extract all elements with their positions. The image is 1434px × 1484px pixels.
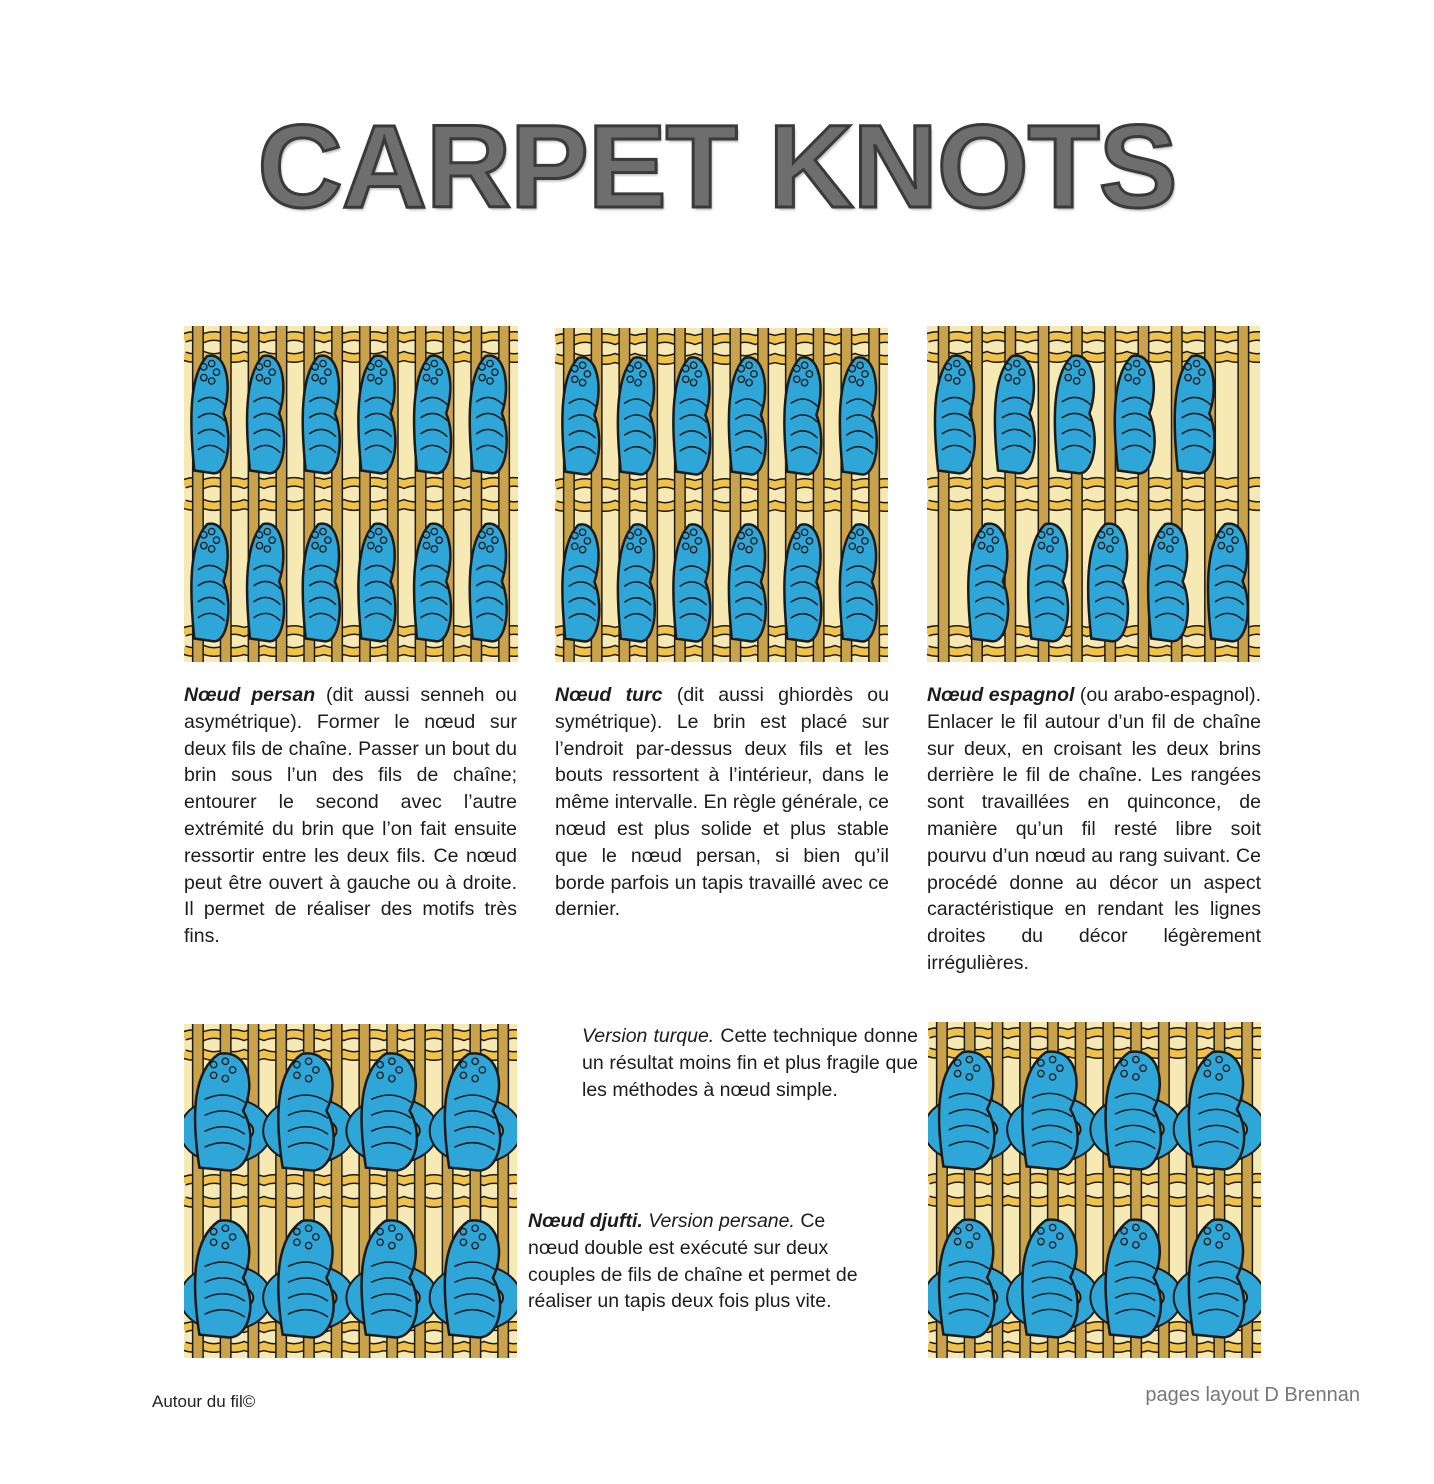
persian-knot-diagram (184, 326, 518, 662)
knot-icon (673, 524, 710, 641)
knot-icon (618, 357, 655, 474)
knot-icon (1088, 524, 1128, 642)
knot-diagram-svg (928, 1022, 1261, 1358)
knot-icon (358, 524, 395, 642)
knot-icon (303, 524, 340, 642)
knot-icon (191, 524, 228, 642)
knot-icon (618, 524, 655, 641)
knot-icon (303, 356, 340, 474)
persian-knot-text: (dit aussi senneh ou asymétrique). Former le nœud sur deux fils de chaîne. Passer un bout du brin sous l’un des fils de chaîne; entourer le second avec l’autre extrémité du brin que l’on fait ensuite ressortir entre les deux fils. Ce nœud peut être ouvert à gauche ou à droite. Il permet de réaliser des motifs très fins. (184, 684, 517, 948)
knot-diagram-svg (184, 326, 518, 662)
knot-icon (1055, 356, 1095, 474)
persian-knot-heading: Nœud persan (184, 684, 316, 706)
jufti-turkish-text: Cette technique donne un résultat moins fin et plus fragile que les méthodes à nœud simple. (582, 1025, 918, 1101)
jufti-turkish-italic: Version turque. (582, 1025, 715, 1047)
knot-icon (935, 356, 975, 474)
jufti-turkish-knot-diagram (928, 1022, 1261, 1358)
page-title: CARPET KNOTS (257, 101, 1177, 233)
knot-icon (1028, 524, 1068, 642)
knot-icon (1208, 524, 1248, 642)
knot-icon (840, 524, 877, 641)
knot-icon (247, 356, 284, 474)
knot-diagram-svg (927, 326, 1260, 662)
knot-icon (414, 524, 451, 642)
knot-icon (562, 524, 599, 641)
knot-icon (729, 524, 766, 641)
turkish-knot-description (555, 682, 889, 923)
knot-icon (470, 356, 507, 474)
knot-icon (470, 524, 507, 642)
jufti-persian-text: Ce nœud double est exécuté sur deux couples de fils de chaîne et permet de réaliser un tapis deux fois plus vite. (528, 1210, 858, 1313)
knot-icon (1115, 356, 1155, 474)
jufti-persian-description (528, 1208, 868, 1315)
knot-icon (358, 356, 395, 474)
jufti-persian-knot-diagram (184, 1024, 517, 1358)
knot-icon (968, 524, 1008, 642)
turkish-knot-heading: Nœud turc (555, 684, 663, 706)
knot-icon (562, 357, 599, 474)
knot-icon (840, 357, 877, 474)
knot-icon (995, 356, 1035, 474)
jufti-persian-heading: Nœud djufti. (528, 1210, 643, 1232)
footer-credit: Autour du fil© (152, 1392, 256, 1411)
knot-icon (414, 356, 451, 474)
spanish-knot-heading: Nœud espagnol (927, 684, 1075, 706)
knot-icon (1148, 524, 1188, 642)
jufti-turkish-description (582, 1023, 918, 1103)
spanish-knot-text: (ou arabo-espagnol). Enlacer le fil autour d’un fil de chaîne sur deux, en croisant les deux brins derrière le fil de chaîne. Les rangées sont travaillées en quinconce, de manière qu’un fil resté libre soit pourvu d’un nœud au rang suivant. Ce procédé donne au décor un aspect caractéristique en rendant les lignes droites du décor légèrement irrégulières. (927, 684, 1262, 974)
knot-icon (247, 524, 284, 642)
spanish-knot-diagram (927, 326, 1260, 662)
knot-icon (191, 356, 228, 474)
knot-diagram-svg (184, 1024, 517, 1358)
jufti-persian-italic: Version persane. (642, 1210, 795, 1232)
knot-icon (673, 357, 710, 474)
spanish-knot-description (927, 682, 1261, 977)
turkish-knot-text: (dit aussi ghiordès ou symétrique). Le brin est placé sur l’endroit par-dessus deux fils et les bouts ressortent à l’intérieur, dans le même intervalle. En règle générale, ce nœud est plus solide et plus stable que le nœud persan, si bien qu’il borde parfois un tapis travaillé avec ce dernier. (555, 684, 889, 921)
turkish-knot-diagram (555, 328, 888, 662)
persian-knot-description (184, 682, 517, 950)
knot-icon (784, 357, 821, 474)
knot-icon (1175, 356, 1215, 474)
knot-icon (784, 524, 821, 641)
footer-layout-credit: pages layout D Brennan (1145, 1384, 1360, 1406)
knot-icon (729, 357, 766, 474)
knot-diagram-svg (555, 328, 888, 662)
